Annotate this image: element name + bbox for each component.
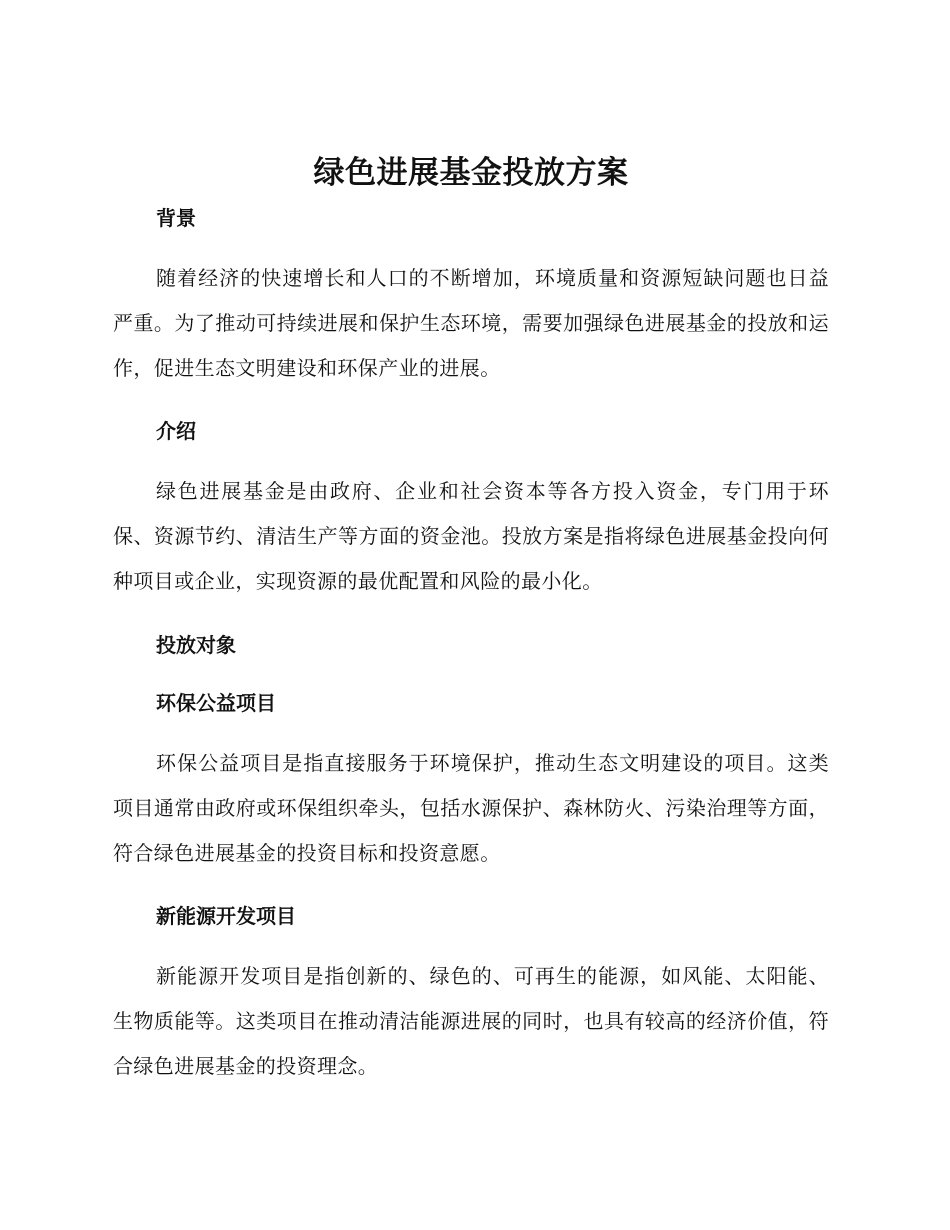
subsection-paragraph-new-energy-projects: 新能源开发项目是指创新的、绿色的、可再生的能源，如风能、太阳能、生物质能等。这类项目在推动清洁能源进展的同时，也具有较高的经济价值，符合绿色进展基金的投资理念。: [113, 964, 829, 1078]
document-title: 绿色进展基金投放方案: [313, 155, 629, 191]
section-heading-background: 背景: [156, 206, 196, 230]
section-paragraph-introduction: 绿色进展基金是由政府、企业和社会资本等各方投入资金，专门用于环保、资源节约、清洁生产等方面的资金池。投放方案是指将绿色进展基金投向何种项目或企业，实现资源的最优配置和风险的最小化。: [113, 479, 829, 593]
document-body: [113, 148, 829, 1089]
subsection-heading-new-energy-projects: 新能源开发项目: [156, 904, 296, 928]
subsection-heading-env-public-projects: 环保公益项目: [156, 691, 276, 715]
section-heading-introduction: 介绍: [156, 419, 196, 443]
section-paragraph-background: 随着经济的快速增长和人口的不断增加，环境质量和资源短缺问题也日益严重。为了推动可持续进展和保护生态环境，需要加强绿色进展基金的投放和运作，促进生态文明建设和环保产业的进展。: [113, 266, 829, 380]
section-heading-targets: 投放对象: [156, 633, 236, 657]
subsection-paragraph-env-public-projects: 环保公益项目是指直接服务于环境保护，推动生态文明建设的项目。这类项目通常由政府或环保组织牵头，包括水源保护、森林防火、污染治理等方面，符合绿色进展基金的投资目标和投资意愿。: [113, 751, 829, 865]
